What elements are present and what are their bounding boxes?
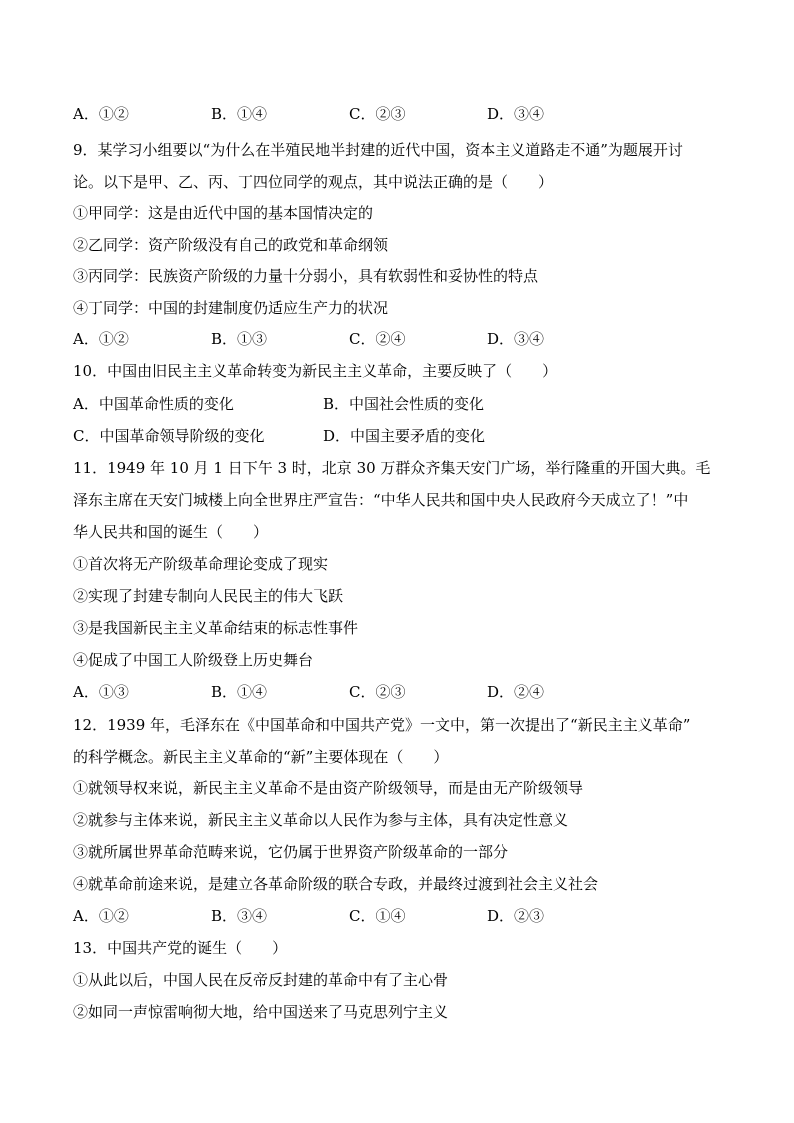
q9-stem-line-1: 9．某学习小组要以“为什么在半殖民地半封建的近代中国，资本主义道路走不通”为题展开讨 (73, 141, 683, 159)
q12-option-b: B．③④ (211, 907, 268, 925)
q9-stem-line-2: 论。以下是甲、乙、丙、丁四位同学的观点，其中说法正确的是（ ） (73, 173, 554, 191)
q10-option-a: A．中国革命性质的变化 (73, 395, 234, 413)
q11-stem-line-3: 华人民共和国的诞生（ ） (73, 523, 269, 541)
q12-option-a: A．①② (73, 907, 129, 925)
q11-option-b: B．①④ (211, 683, 268, 701)
q11-stem-line-2: 泽东主席在天安门城楼上向全世界庄严宣告：“中华人民共和国中央人民政府今天成立了！”中 (73, 491, 689, 509)
q9-statement-3: ③丙同学：民族资产阶级的力量十分弱小，具有软弱性和妥协性的特点 (73, 267, 539, 285)
q12-statement-3: ③就所属世界革命范畴来说，它仍属于世界资产阶级革命的一部分 (73, 843, 509, 861)
q13-statement-2: ②如同一声惊雷响彻大地，给中国送来了马克思列宁主义 (73, 1003, 449, 1021)
q12-option-d: D．②③ (487, 907, 545, 925)
q11-option-c: C．②③ (349, 683, 406, 701)
q10-option-d: D．中国主要矛盾的变化 (323, 427, 486, 445)
q12-stem-line-2: 的科学概念。新民主主义革命的“新”主要体现在（ ） (73, 748, 449, 766)
q11-stem-line-1: 11．1949 年 10 月 1 日下午 3 时，北京 30 万群众齐集天安门广场，举行隆重的开国大典。毛 (73, 459, 711, 477)
q11-statement-4: ④促成了中国工人阶级登上历史舞台 (73, 651, 314, 669)
q12-option-c: C．①④ (349, 907, 406, 925)
q11-statement-2: ②实现了封建专制向人民民主的伟大飞跃 (73, 587, 344, 605)
q10-stem: 10．中国由旧民主主义革命转变为新民主主义革命，主要反映了（ ） (73, 362, 558, 380)
q10-option-c: C．中国革命领导阶级的变化 (73, 427, 265, 445)
q8-option-d: D．③④ (487, 105, 545, 123)
q9-statement-4: ④丁同学：中国的封建制度仍适应生产力的状况 (73, 299, 389, 317)
q13-stem: 13．中国共产党的诞生（ ） (73, 939, 288, 957)
q12-statement-4: ④就革命前途来说，是建立各革命阶级的联合专政，并最终过渡到社会主义社会 (73, 875, 599, 893)
q9-option-c: C．②④ (349, 330, 406, 348)
q12-statement-2: ②就参与主体来说，新民主主义革命以人民作为参与主体，具有决定性意义 (73, 811, 569, 829)
q9-option-d: D．③④ (487, 330, 545, 348)
q9-option-b: B．①③ (211, 330, 268, 348)
q10-option-b: B．中国社会性质的变化 (323, 395, 485, 413)
q8-option-a: A．①② (73, 105, 129, 123)
q12-stem-line-1: 12．1939 年，毛泽东在《中国革命和中国共产党》一文中，第一次提出了“新民主主义革命” (73, 716, 691, 734)
q13-statement-1: ①从此以后，中国人民在反帝反封建的革命中有了主心骨 (73, 971, 449, 989)
q8-option-c: C．②③ (349, 105, 406, 123)
q11-statement-1: ①首次将无产阶级革命理论变成了现实 (73, 555, 329, 573)
q11-statement-3: ③是我国新民主主义革命结束的标志性事件 (73, 619, 359, 637)
q9-option-a: A．①② (73, 330, 129, 348)
q9-statement-2: ②乙同学：资产阶级没有自己的政党和革命纲领 (73, 236, 389, 254)
q9-statement-1: ①甲同学：这是由近代中国的基本国情决定的 (73, 204, 374, 222)
q11-option-a: A．①③ (73, 683, 129, 701)
q12-statement-1: ①就领导权来说，新民主主义革命不是由资产阶级领导，而是由无产阶级领导 (73, 779, 584, 797)
q11-option-d: D．②④ (487, 683, 545, 701)
q8-option-b: B．①④ (211, 105, 268, 123)
